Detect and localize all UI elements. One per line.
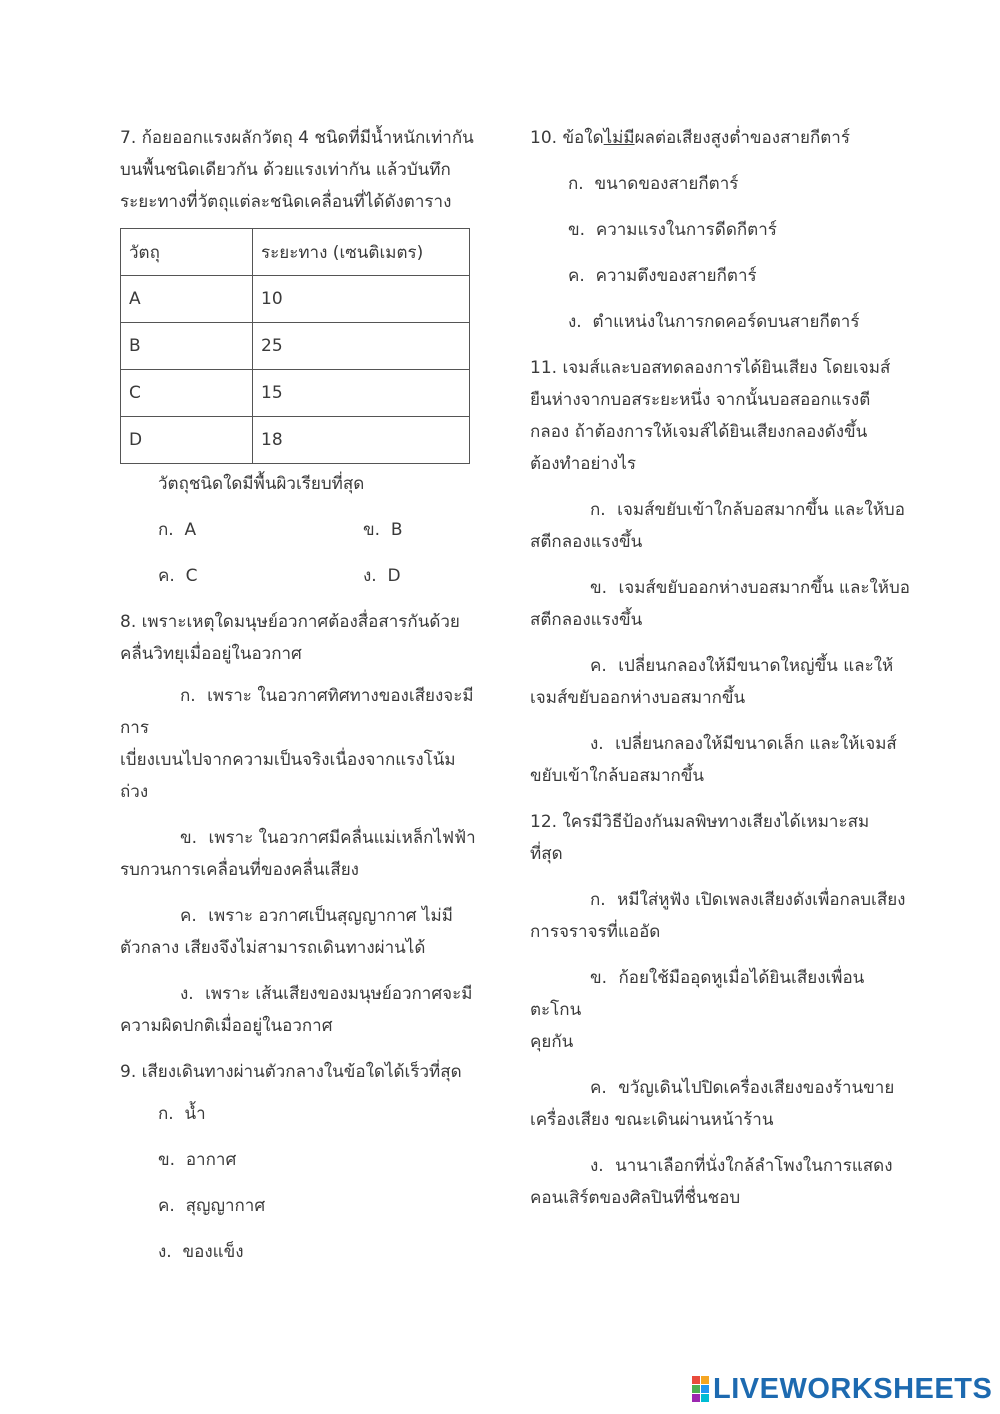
question-10-option-a[interactable] <box>530 168 910 200</box>
table-header-object: วัตถุ <box>121 229 253 276</box>
question-7-option-c[interactable] <box>158 560 197 592</box>
option-letter: ข. <box>158 1150 176 1170</box>
table-row <box>121 276 470 323</box>
option-letter: ก. <box>590 500 606 520</box>
option-text-line: ตัวกลาง เสียงจึงไม่สามารถเดินทางผ่านได้ <box>120 938 426 958</box>
question-10-suffix: ผลต่อเสียงสูงต่ำของสายกีตาร์ <box>634 128 850 148</box>
table-cell-object: B <box>121 323 253 370</box>
table-row <box>121 323 470 370</box>
question-7-line-1: 7. ก้อยออกแรงผลักวัตถุ 4 ชนิดที่มีน้ำหนักเท่ากัน <box>120 128 474 148</box>
question-9: 9. เสียงเดินทางผ่านตัวกลางในข้อใดได้เร็วที่สุด <box>120 1062 462 1082</box>
option-text: D <box>387 566 401 586</box>
option-text-line: ถ่วง <box>120 782 149 802</box>
right-column <box>530 122 910 1228</box>
option-text: ขนาดของสายกีตาร์ <box>594 174 739 194</box>
question-8-option-d[interactable] <box>120 978 482 1042</box>
question-7-options-row-2 <box>120 560 482 606</box>
option-text-line: ก้อยใช้มืออุดหูเมื่อได้ยินเสียงเพื่อนตะโกน <box>530 968 865 1020</box>
liveworksheets-logo <box>692 1374 992 1404</box>
question-8-option-a[interactable] <box>120 680 482 808</box>
option-text-line: สตีกลองแรงขึ้น <box>530 532 643 552</box>
option-text: ของแข็ง <box>182 1242 244 1262</box>
option-text: A <box>184 520 197 540</box>
table-cell-object: A <box>121 276 253 323</box>
question-11-line-4: ต้องทำอย่างไร <box>530 454 637 474</box>
question-11-option-c[interactable] <box>530 650 910 714</box>
question-7-option-d[interactable] <box>363 560 401 592</box>
option-text: ความแรงในการดีดกีตาร์ <box>595 220 777 240</box>
option-letter: ข. <box>590 968 608 988</box>
option-text-line: ขวัญเดินไปปิดเครื่องเสียงของร้านขาย <box>618 1078 895 1098</box>
option-text-line: เจมส์ขยับเข้าใกล้บอสมากขึ้น และให้บอ <box>617 500 905 520</box>
option-letter: ก. <box>158 1104 174 1124</box>
table-header-distance: ระยะทาง (เซนติเมตร) <box>253 229 470 276</box>
option-text-line: เปลี่ยนกลองให้มีขนาดเล็ก และให้เจมส์ <box>615 734 897 754</box>
table-cell-object: D <box>121 417 253 464</box>
option-text: C <box>185 566 198 586</box>
question-8-option-b[interactable] <box>120 822 482 886</box>
question-11-line-1: 11. เจมส์และบอสทดลองการได้ยินเสียง โดยเจมส์ <box>530 358 891 378</box>
question-12-option-a[interactable] <box>530 884 910 948</box>
option-text: น้ำ <box>184 1104 206 1124</box>
question-11 <box>530 352 910 480</box>
option-letter: ก. <box>568 174 584 194</box>
question-10-option-c[interactable] <box>530 260 910 292</box>
question-8 <box>120 606 482 670</box>
option-text: สุญญากาศ <box>185 1196 266 1216</box>
question-12-option-d[interactable] <box>530 1150 910 1214</box>
table-row <box>121 417 470 464</box>
option-letter: ค. <box>568 266 585 286</box>
option-letter: ง. <box>590 734 604 754</box>
question-11-option-b[interactable] <box>530 572 910 636</box>
question-12 <box>530 806 910 870</box>
option-letter: ข. <box>568 220 586 240</box>
logo-square <box>692 1385 700 1393</box>
question-7-line-2: บนพื้นชนิดเดียวกัน ด้วยแรงเท่ากัน แล้วบันทึก <box>120 160 451 180</box>
option-text-line: เพราะ ในอวกาศมีคลื่นแม่เหล็กไฟฟ้า <box>208 828 476 848</box>
question-9-option-c[interactable] <box>120 1190 482 1222</box>
logo-square <box>701 1376 709 1384</box>
option-letter: ก. <box>180 686 196 706</box>
distance-table <box>120 228 470 464</box>
option-text-line: เปลี่ยนกลองให้มีขนาดใหญ่ขึ้น และให้ <box>618 656 894 676</box>
question-9-option-a[interactable] <box>120 1098 482 1130</box>
question-10-emphasis: ไม่มี <box>603 128 635 148</box>
table-row <box>121 370 470 417</box>
option-letter: ข. <box>590 578 608 598</box>
option-text-line: เบี่ยงเบนไปจากความเป็นจริงเนื่องจากแรงโน้ม <box>120 750 456 770</box>
option-letter: ง. <box>363 566 377 586</box>
question-12-option-c[interactable] <box>530 1072 910 1136</box>
option-letter: ค. <box>590 656 607 676</box>
option-text-line: นานาเลือกที่นั่งใกล้ลำโพงในการแสดง <box>615 1156 893 1176</box>
option-text: ตำแหน่งในการกดคอร์ดบนสายกีตาร์ <box>592 312 860 332</box>
option-text-line: สตีกลองแรงขึ้น <box>530 610 643 630</box>
option-letter: ค. <box>158 566 175 586</box>
option-letter: ก. <box>590 890 606 910</box>
option-text-line: หมีใส่หูฟัง เปิดเพลงเสียงดังเพื่อกลบเสียง <box>617 890 906 910</box>
option-letter: ง. <box>590 1156 604 1176</box>
logo-square <box>701 1385 709 1393</box>
logo-text: LIVEWORKSHEETS <box>713 1372 993 1405</box>
question-8-line-2: คลื่นวิทยุเมื่ออยู่ในอวกาศ <box>120 644 302 664</box>
question-12-line-2: ที่สุด <box>530 844 563 864</box>
option-text-line: รบกวนการเคลื่อนที่ของคลื่นเสียง <box>120 860 359 880</box>
question-7-option-b[interactable] <box>363 514 403 546</box>
option-letter: ข. <box>180 828 198 848</box>
option-letter: ก. <box>158 520 174 540</box>
question-7-line-3: ระยะทางที่วัตถุแต่ละชนิดเคลื่อนที่ได้ดังตาราง <box>120 192 452 212</box>
logo-square <box>692 1394 700 1402</box>
question-8-option-c[interactable] <box>120 900 482 964</box>
question-7-option-a[interactable] <box>158 514 196 546</box>
table-cell-distance: 25 <box>253 323 470 370</box>
table-cell-distance: 15 <box>253 370 470 417</box>
option-letter: ค. <box>158 1196 175 1216</box>
question-10-prefix: 10. ข้อใด <box>530 128 604 148</box>
question-10-option-b[interactable] <box>530 214 910 246</box>
question-8-line-1: 8. เพราะเหตุใดมนุษย์อวกาศต้องสื่อสารกันด้วย <box>120 612 460 632</box>
option-text-line: เพราะ อวกาศเป็นสุญญากาศ ไม่มี <box>208 906 453 926</box>
option-text-line: ขยับเข้าใกล้บอสมากขึ้น <box>530 766 705 786</box>
table-cell-distance: 18 <box>253 417 470 464</box>
question-11-line-3: กลอง ถ้าต้องการให้เจมส์ได้ยินเสียงกลองดังขึ้น <box>530 422 868 442</box>
question-11-option-a[interactable] <box>530 494 910 558</box>
question-11-option-d[interactable] <box>530 728 910 792</box>
question-9-option-b[interactable] <box>120 1144 482 1176</box>
question-11-line-2: ยืนห่างจากบอสระยะหนึ่ง จากนั้นบอสออกแรงตี <box>530 390 871 410</box>
option-text-line: คุยกัน <box>530 1032 574 1052</box>
option-letter: ง. <box>568 312 582 332</box>
logo-square <box>701 1394 709 1402</box>
left-column <box>120 122 482 1282</box>
option-text-line: เพราะ เส้นเสียงของมนุษย์อวกาศจะมี <box>205 984 473 1004</box>
option-letter: ค. <box>590 1078 607 1098</box>
question-12-line-1: 12. ใครมีวิธีป้องกันมลพิษทางเสียงได้เหมาะสม <box>530 812 870 832</box>
table-cell-object: C <box>121 370 253 417</box>
table-cell-distance: 10 <box>253 276 470 323</box>
option-text-line: ความผิดปกติเมื่ออยู่ในอวกาศ <box>120 1016 333 1036</box>
option-text-line: เจมส์ขยับออกห่างบอสมากขึ้น <box>530 688 746 708</box>
question-7-options-row-1 <box>120 514 482 560</box>
option-text-line: คอนเสิร์ตของศิลปินที่ชื่นชอบ <box>530 1188 741 1208</box>
question-7 <box>120 122 482 218</box>
option-text: B <box>390 520 403 540</box>
option-text-line: เจมส์ขยับออกห่างบอสมากขึ้น และให้บอ <box>618 578 911 598</box>
option-letter: ง. <box>180 984 194 1004</box>
option-letter: ข. <box>363 520 381 540</box>
option-text-line: เครื่องเสียง ขณะเดินผ่านหน้าร้าน <box>530 1110 774 1130</box>
question-9-option-d[interactable] <box>120 1236 482 1268</box>
option-text: ความตึงของสายกีตาร์ <box>595 266 757 286</box>
option-letter: ค. <box>180 906 197 926</box>
question-10 <box>530 122 910 154</box>
question-10-option-d[interactable] <box>530 306 910 338</box>
option-letter: ง. <box>158 1242 172 1262</box>
option-text-line: การจราจรที่แออัด <box>530 922 661 942</box>
question-7-prompt: วัตถุชนิดใดมีพื้นผิวเรียบที่สุด <box>158 474 365 494</box>
option-text-line: เพราะ ในอวกาศทิศทางของเสียงจะมีการ <box>120 686 474 738</box>
logo-mark-icon <box>692 1376 709 1402</box>
question-12-option-b[interactable] <box>530 962 910 1058</box>
logo-square <box>692 1376 700 1384</box>
option-text: อากาศ <box>185 1150 237 1170</box>
table-header-row <box>121 229 470 276</box>
